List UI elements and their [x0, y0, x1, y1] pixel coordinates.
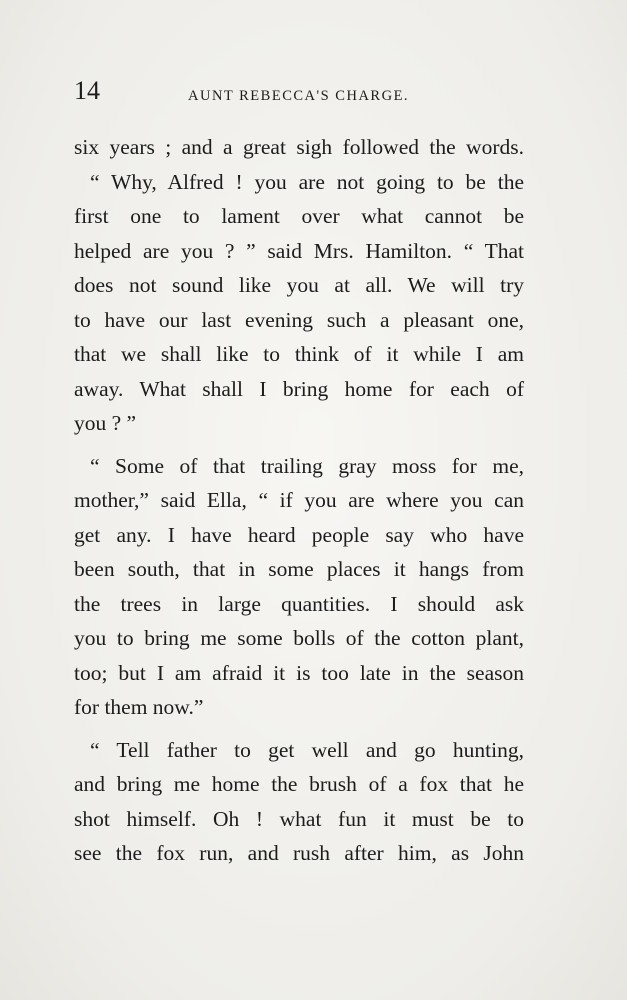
page-header: [74, 76, 524, 116]
text-line: “ Why, Alfred ! you are not going to be the: [90, 169, 524, 194]
text-line: you to bring me some bolls of the cotton plant,: [74, 626, 524, 650]
text-line: get any. I have heard people say who have: [74, 522, 524, 547]
body-text: [74, 130, 524, 871]
text-line: six years ; and a great sigh followed the words.: [74, 135, 524, 159]
text-line: does not sound like you at all. We will try: [74, 273, 524, 297]
text-line: you ? ”: [74, 411, 137, 435]
text-line: for them now.”: [74, 695, 204, 719]
text-line: too; but I am afraid it is too late in the season: [74, 660, 524, 685]
text-line: and bring me home the brush of a fox that he: [74, 772, 524, 796]
text-line: shot himself. Oh ! what fun it must be to: [74, 806, 524, 831]
text-line: mother,” said Ella, “ if you are where you can: [74, 488, 524, 512]
text-line: been south, that in some places it hangs from: [74, 557, 524, 581]
text-line: “ Tell father to get well and go hunting,: [90, 737, 524, 762]
text-line: helped are you ? ” said Mrs. Hamilton. “ That: [74, 238, 524, 263]
paragraph-gap: [74, 441, 524, 449]
text-line: to have our last evening such a pleasant one,: [74, 307, 524, 332]
paragraph-gap: [74, 725, 524, 733]
text-line: away. What shall I bring home for each of: [74, 376, 524, 401]
text-line: that we shall like to think of it while I am: [74, 342, 524, 366]
text-line: the trees in large quantities. I should ask: [74, 591, 524, 616]
text-line: first one to lament over what cannot be: [74, 204, 524, 228]
text-line: “ Some of that trailing gray moss for me,: [90, 453, 524, 478]
page-number: 14: [74, 76, 100, 105]
running-head: AUNT REBECCA'S CHARGE.: [188, 88, 410, 104]
text-line: see the fox run, and rush after him, as John: [74, 841, 524, 865]
